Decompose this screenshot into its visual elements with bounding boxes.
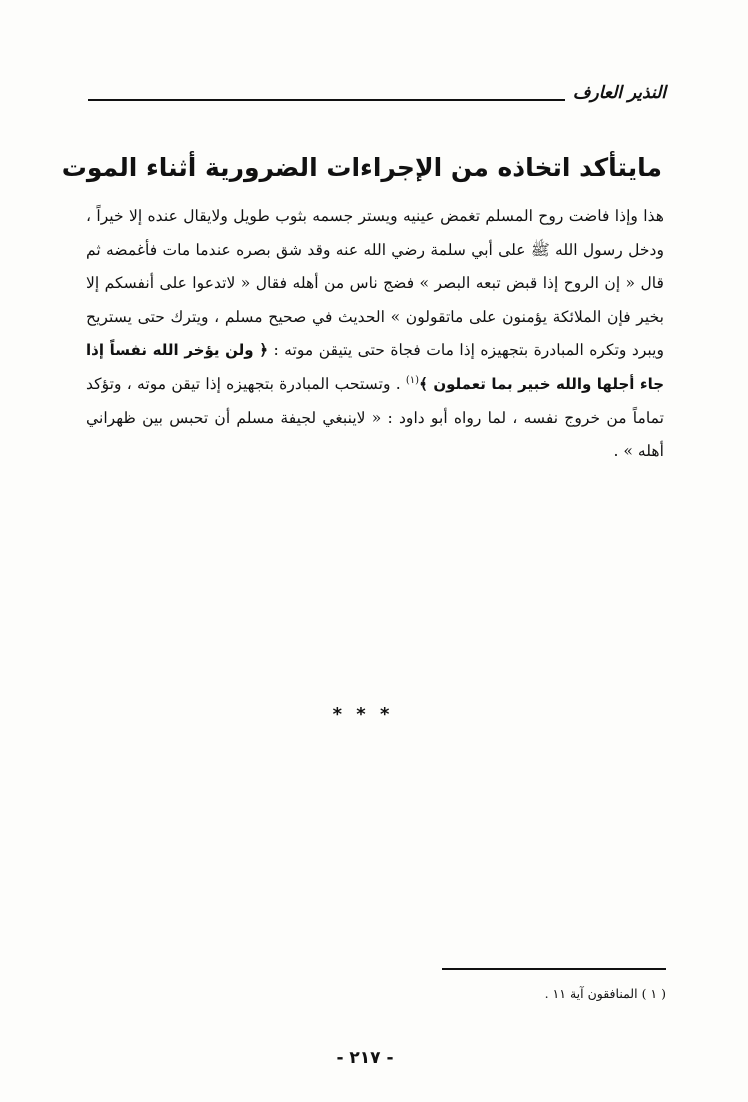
quran-verse: ﴿ ولن يؤخر الله نفساً إذا جاء أجلها والله خبير بما تعملون ﴾ (86, 341, 665, 393)
section-separator: * * * (332, 704, 394, 725)
running-title: النذير العارف (565, 82, 666, 104)
running-header (88, 82, 666, 108)
paragraph-text-end: . وتستحب المبادرة بتجهيزه إذا تيقن موته ، وتؤكد تماماً من خروج نفسه ، لما رواه أبو داود : « لاينبغي لجيفة مسلم أن تحبس بين ظهراني أهله » . (86, 374, 664, 461)
body-paragraph (86, 200, 664, 469)
footnote: ( ١ ) المنافقون آية ١١ . (544, 986, 666, 1001)
paragraph-text-start: هذا وإذا فاضت روح المسلم تغمض عينيه ويستر جسمه بثوب طويل ولايقال عنده إلا خيراً ، ودخل رسول الله ﷺ على أبي سلمة رضي الله عنه وقد شق بصره عندما مات فأغمضه ثم قال « إن الروح إذا قبض تبعه البصر » فضج ناس من أهله فقال « لاتدعوا على أنفسكم إلا بخير فإن الملائكة يؤمنون على ماتقولون » الحديث في صحيح مسلم ، ويترك حتى يستريح ويبرد وتكره المبادرة بتجهيزه إذا مات فجاة حتى يتيقن موته : (86, 207, 664, 360)
footnote-reference: (١) (405, 374, 420, 386)
page-number: - ٢١٧ - (336, 1048, 394, 1068)
footnote-rule (442, 968, 666, 970)
chapter-title: مايتأكد اتخاذه من الإجراءات الضرورية أثناء الموت (61, 153, 662, 182)
